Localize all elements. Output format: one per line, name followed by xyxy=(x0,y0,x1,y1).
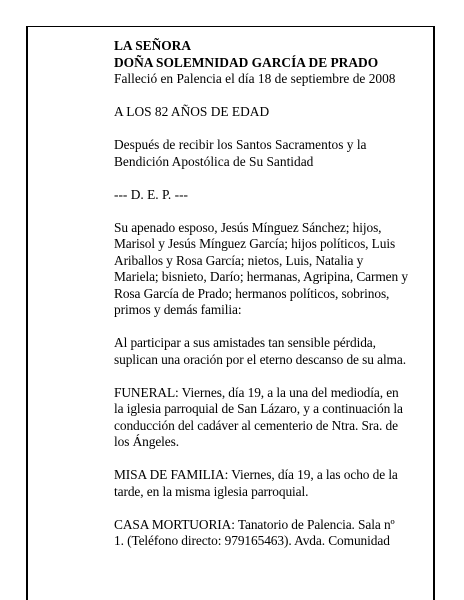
obituary-text xyxy=(114,38,426,566)
top-border-line xyxy=(26,26,435,27)
sacraments-paragraph: Después de recibir los Santos Sacramentos y la Bendición Apostólica de Su Santidad xyxy=(114,137,367,169)
age-line: A LOS 82 AÑOS DE EDAD xyxy=(114,104,270,119)
death-date-line: Falleció en Palencia el día 18 de septiembre de 2008 xyxy=(114,71,396,86)
mortuary-paragraph: CASA MORTUORIA: Tanatorio de Palencia. Sala nº 1. (Teléfono directo: 979165463). Avda. Comunidad xyxy=(114,516,395,548)
family-paragraph: Su apenado esposo, Jesús Mínguez Sánchez; hijos, Marisol y Jesús Mínguez García; hijos políticos, Luis Ariballos y Rosa García; nietos, Luis, Natalia y Mariela; bisnieto, Darío; hermanas, Agripina, Carmen y Rosa García de Prado; hermanos políticos, sobrinos, primos y demás familia: xyxy=(114,219,408,317)
title-line-1: LA SEÑORA xyxy=(114,38,192,53)
funeral-paragraph: FUNERAL: Viernes, día 19, a la una del mediodía, en la iglesia parroquial de San Lázaro, y a continuación la conducción del cadáver al cementerio de Ntra. Sra. de los Ángeles. xyxy=(114,384,403,449)
dep-line: --- D. E. P. --- xyxy=(114,186,189,202)
left-border-line xyxy=(26,26,28,600)
right-border-line xyxy=(433,26,435,600)
title-line-2: DOÑA SOLEMNIDAD GARCÍA DE PRADO xyxy=(114,54,379,70)
prayer-paragraph: Al participar a sus amistades tan sensible pérdida, suplican una oración por el eterno descanso de su alma. xyxy=(114,335,406,367)
family-mass-paragraph: MISA DE FAMILIA: Viernes, día 19, a las ocho de la tarde, en la misma iglesia parroquial. xyxy=(114,467,398,499)
